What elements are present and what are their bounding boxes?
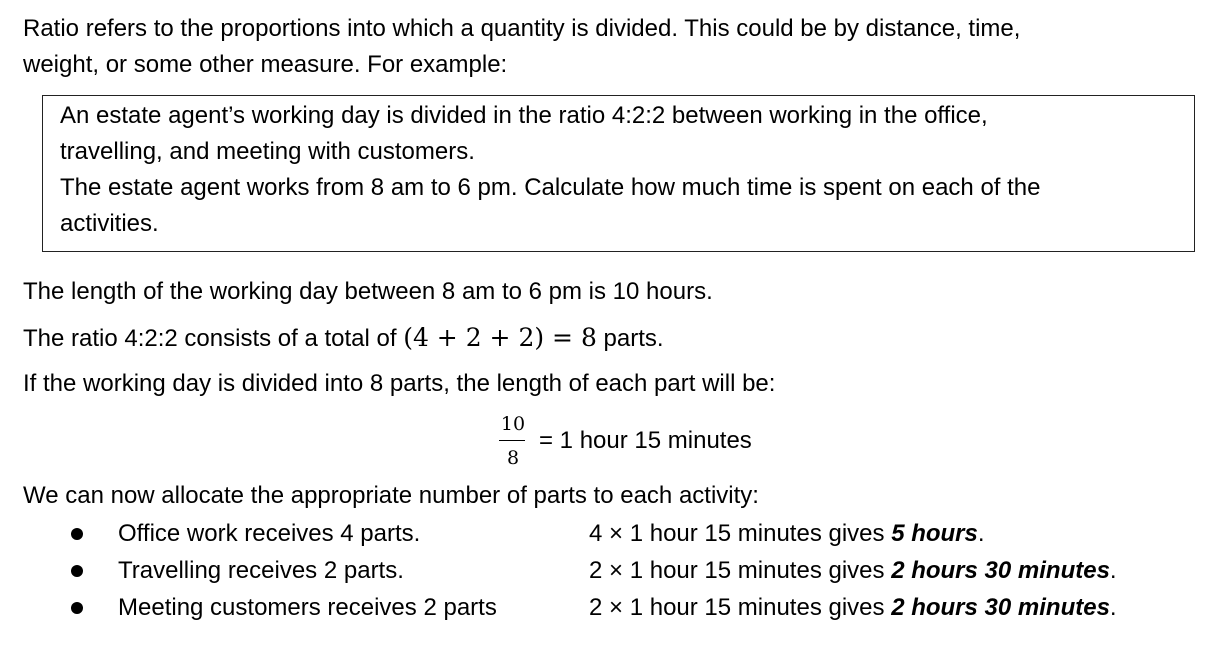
parts-text: If the working day is divided into 8 parts, the length of each part will be: xyxy=(23,370,776,397)
bullet-icon xyxy=(71,602,83,614)
allocation-result: 2 hours 30 minutes xyxy=(891,557,1110,584)
intro-line-1: Ratio refers to the proportions into which a quantity is divided. This could be by distance, time, xyxy=(23,15,1021,42)
allocation-result: 2 hours 30 minutes xyxy=(891,594,1110,621)
ratio-total-text xyxy=(23,323,664,354)
allocation-result: 5 hours xyxy=(891,520,978,547)
bullet-icon xyxy=(71,565,83,577)
allocation-calc xyxy=(589,519,985,549)
allocation-end: . xyxy=(977,520,985,547)
allocation-end: . xyxy=(1109,557,1117,584)
allocate-text: We can now allocate the appropriate number of parts to each activity: xyxy=(23,482,759,509)
allocation-activity: Meeting customers receives 2 parts xyxy=(118,594,497,621)
fraction-numerator: 10 xyxy=(500,413,526,435)
day-length-text: The length of the working day between 8 am to 6 pm is 10 hours. xyxy=(23,278,713,305)
allocation-calc xyxy=(589,593,1117,623)
allocation-activity: Office work receives 4 parts. xyxy=(118,520,421,547)
allocation-calc xyxy=(589,556,1117,586)
allocation-end: . xyxy=(1109,594,1117,621)
fraction-denominator: 8 xyxy=(506,447,520,469)
allocation-calc-text: 2 × 1 hour 15 minutes gives xyxy=(589,557,892,584)
example-line-2: travelling, and meeting with customers. xyxy=(60,138,475,165)
example-line-1: An estate agent’s working day is divided in the ratio 4:2:2 between working in the office, xyxy=(60,102,988,129)
example-line-3: The estate agent works from 8 am to 6 pm. Calculate how much time is spent on each of the xyxy=(60,174,1041,201)
allocation-calc-text: 4 × 1 hour 15 minutes gives xyxy=(589,520,892,547)
ratio-expression: (4 + 2 + 2) = 8 xyxy=(403,323,597,352)
ratio-prefix: The ratio 4:2:2 consists of a total of xyxy=(23,325,404,352)
example-line-4: activities. xyxy=(60,210,159,237)
allocation-calc-text: 2 × 1 hour 15 minutes gives xyxy=(589,594,892,621)
fraction-result: = 1 hour 15 minutes xyxy=(539,427,752,454)
bullet-icon xyxy=(71,528,83,540)
intro-line-2: weight, or some other measure. For example: xyxy=(23,51,508,78)
allocation-activity: Travelling receives 2 parts. xyxy=(118,557,404,584)
ratio-suffix: parts. xyxy=(596,325,664,352)
fraction-bar xyxy=(499,440,525,441)
